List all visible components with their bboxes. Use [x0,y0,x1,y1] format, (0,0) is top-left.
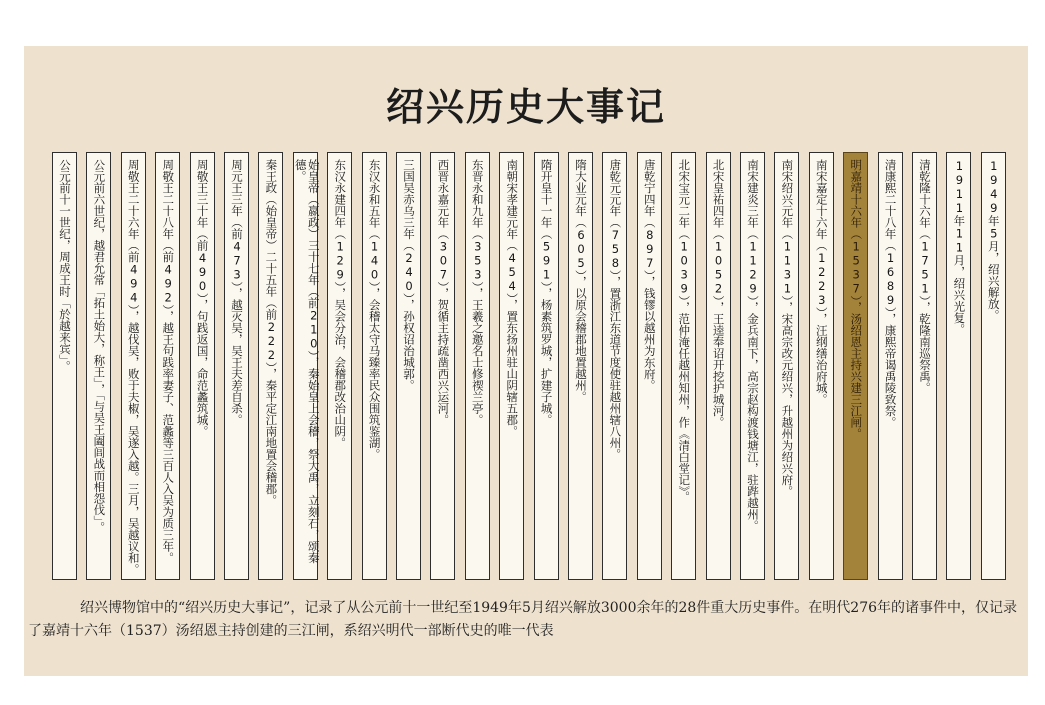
event-text: 1949年5月，绍兴解放。 [986,159,1001,321]
page-title: 绍兴历史大事记 [385,85,666,129]
event-strip [155,152,180,580]
timeline-panel [24,46,1028,676]
event-text: 南朝宋孝建元年（454），置东扬州驻山阴辖五郡。 [505,159,520,437]
event-strip-highlighted [843,152,868,580]
event-text: 周元王三年（前473），越灭吴，吴王夫差自杀。 [230,159,244,426]
event-strip [637,152,662,580]
event-text: 周敬王二十六年（前494），越伐吴，败于夫椒，吴遂入越。三月，吴越议和。 [126,159,141,575]
event-text: 唐乾宁四年（897），钱镠以越州为东府。 [642,159,657,391]
event-strip [534,152,559,580]
event-text: 东汉永建四年（129），吴会分治，会稽郡改治山阴。 [333,159,348,449]
event-text: 公元前十一世纪，周成王时「於越来宾」。 [58,159,72,372]
event-text: 始皇帝（嬴政）三十七年（前210），秦始皇上会稽，祭大禹，立刻石，颂秦德。 [293,159,321,564]
event-strip [52,152,77,580]
event-strip [602,152,627,580]
event-strip [671,152,696,580]
event-text: 周敬王二十八年（前492），越王句践率妻子、范蠡等三百人入吴为质三年。 [161,159,176,564]
caption-text: 绍兴博物馆中的“绍兴历史大事记”，记录了从公元前十一世纪至1949年5月绍兴解放3000余年的28件重大历史事件。在明代276年的诸事件中，仅记录了嘉靖十六年（1537）汤绍恩主持创建的三江闸，系绍兴明代一部断代史的唯一代表 [28,600,1018,639]
event-text: 隋大业元年（605），以原会稽郡地置越州。 [574,159,588,403]
event-text: 清乾隆十六年（1751），乾隆南巡祭禹。 [918,159,932,394]
event-strip [774,152,799,580]
event-strip [258,152,283,580]
event-strip [293,152,321,580]
event-strip [121,152,146,580]
event-strip [362,152,387,580]
event-text: 南宋绍兴元年（1131），宋高宗改元绍兴，升越州为绍兴府。 [780,159,795,497]
event-strip [878,152,903,580]
event-text: 东晋永和九年（353），王羲之邀名士修禊兰亭。 [470,159,485,426]
event-text: 公元前六世纪，越君允常「拓土始大，称王」，「与吴王阖闾战而相怨伐」。 [92,159,107,533]
event-strip [912,152,937,580]
event-strip [224,152,249,580]
event-strip [740,152,765,580]
event-text: 南宋建炎三年（1129），金兵南下，高宗赵构渡钱塘江，驻跸越州。 [746,159,760,532]
event-strip [568,152,593,580]
event-strip [809,152,834,580]
event-text: 三国吴赤乌三年（240），孙权诏治城郭。 [402,159,416,391]
event-text: 南宋嘉定十六年（1223），汪纲缮治府城。 [814,159,829,405]
event-strip [946,152,971,580]
event-text: 唐乾元元年（758），置浙江东道节度使驻越州辖八州。 [608,159,623,460]
event-text: 清康熙二十八年（1689），康熙帝谒禹陵致祭。 [883,159,898,428]
event-text: 隋开皇十一年（591），杨素筑罗城，扩建子城。 [539,159,554,426]
event-strip [327,152,352,580]
event-strip [465,152,490,580]
event-strip [499,152,524,580]
event-text: 北宋皇祐四年（1052），王逵奉诏开挖护城河。 [711,159,726,428]
event-text: 北宋宝元二年（1039），范仲淹任越州知州，作《清白堂记》。 [677,159,692,503]
event-text: 明嘉靖十六年（1537），汤绍恩主持兴建三江闸。 [849,159,864,440]
event-strip [86,152,111,580]
event-strip [430,152,455,580]
event-strip [396,152,421,580]
event-strip [706,152,731,580]
event-strip [190,152,215,580]
event-strips [52,152,1002,580]
event-text: 周敬王三十年（前490），句践返国，命范蠡筑城。 [195,159,210,437]
event-text: 1911年11月，绍兴光复。 [952,159,967,335]
event-text: 西晋永嘉元年（307），贺循主持疏凿西兴运河。 [436,159,451,426]
event-text: 东汉永和五年（140），会稽太守马臻率民众围筑鉴湖。 [367,159,382,460]
event-strip [981,152,1006,580]
event-text: 秦王政（始皇帝）二十五年（前222），秦平定江南地置会稽郡。 [264,159,279,506]
